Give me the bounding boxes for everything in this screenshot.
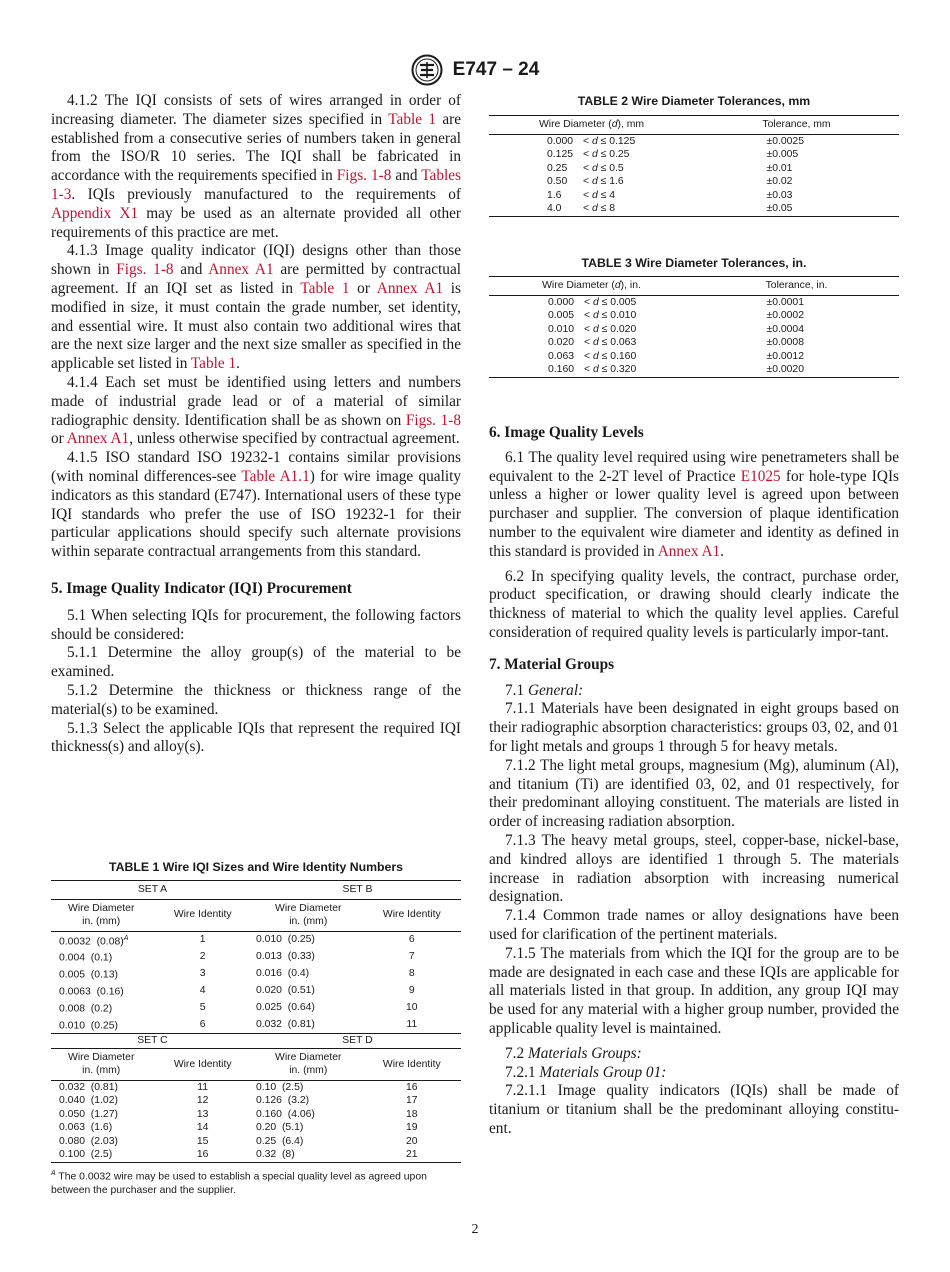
paragraph-6-1: 6.1 The quality level required using wire penetrameters shall be equivalent to the 2-2T level of Practice E1025 for hole-type IQIs unless a higher or lower quality level is agreed upon between purchaser and supplier. The conversion of plaque identification number to the equivalent wire diameter and identity as defined in this standard is provided in Annex A1.: [489, 448, 899, 560]
paragraph-7-1-4: 7.1.4 Common trade names or alloy designations have been used for clarification of the pertinent materials.: [489, 907, 899, 943]
table-2-title: TABLE 2 Wire Diameter Tolerances, mm: [577, 94, 811, 108]
paragraph-4-1-5: 4.1.5 ISO standard ISO 19232-1 contains similar provisions (with nominal differences-see Table A1.1) for wire image quality indicators as this standard (E747). International users of these type IQI standards who prefer the use of ISO 19232-1 for their particular applications should specify such alternate provisions within separate contractual arrangements from this standard.: [51, 449, 461, 561]
table-1-col-header-ab: Wire Diameter in. (mm) Wire Identity Wire Diameter in. (mm) Wire Identity: [51, 899, 461, 931]
table-row: 0.040 (1.02) 12 0.126 (3.2) 17: [59, 1095, 418, 1107]
table-2: [489, 115, 899, 217]
table-row: 0.125 < d ≤ 0.25 ±0.005: [547, 149, 799, 160]
link-annex-a1[interactable]: Annex A1: [66, 430, 130, 448]
table-row: 0.004 (0.1) 2 0.013 (0.33) 7: [59, 951, 415, 964]
table-row: 1.6 < d ≤ 4 ±0.03: [547, 189, 793, 201]
table-3-block: [489, 256, 899, 378]
astm-logo-icon: [411, 54, 443, 86]
table-row: 4.0 < d ≤ 8 ±0.05: [547, 203, 793, 214]
table-row: 0.160 < d ≤ 0.320 ±0.0020: [548, 364, 804, 375]
table-row: 0.063 < d ≤ 0.160 ±0.0012: [548, 350, 804, 362]
table-1-footnote: $^A$ The 0.0032 wire may be used to establish a special quality level as agreed upon between the purchaser and the supplier.: [51, 1169, 427, 1197]
table-row: 0.020 < d ≤ 0.063 ±0.0008: [548, 337, 804, 348]
table-row: 0.005 (0.13) 3 0.016 (0.4) 8: [59, 968, 415, 981]
paragraph-5-1-2: 5.1.2 Determine the thickness or thickness range of the material(s) to be examined.: [51, 681, 461, 718]
paragraph-5-1-3: 5.1.3 Select the applicable IQIs that represent the required IQI thickness(s) and alloy(s).: [51, 719, 462, 756]
table-row: 0.0032 $(0.08)^A$ 1 0.010 (0.25) 6: [59, 934, 415, 947]
table-row: 0.010 (0.25) 6 0.032 (0.81) 11: [59, 1019, 418, 1032]
link-annex-a1[interactable]: Annex A1: [376, 279, 444, 297]
section-5-heading: 5. Image Quality Indicator (IQI) Procurement: [51, 579, 352, 597]
table-row: 0.080 (2.03) 15 0.25 (6.4) 20: [59, 1135, 418, 1147]
table-1-set-header-cd: [51, 1034, 461, 1049]
table-row: 0.000 < d ≤ 0.125 ±0.0025: [547, 135, 804, 147]
link-figs-1-8[interactable]: Figs. 1-8: [405, 411, 462, 429]
table-row: 0.100 (2.5) 16 0.32 (8) 21: [59, 1149, 418, 1161]
table-3: [489, 276, 899, 378]
link-appendix-x1[interactable]: Appendix X1: [51, 204, 139, 222]
paragraph-7-1: 7.1 General:: [505, 681, 584, 699]
link-table-1[interactable]: Table 1: [388, 110, 436, 128]
link-e1025[interactable]: E1025: [740, 467, 781, 485]
set-a-label: SET A: [51, 881, 254, 900]
page-header: [0, 54, 950, 86]
table-1-set-header-ab: [51, 881, 461, 900]
paragraph-7-1-1: 7.1.1 Materials have been designated in eight groups based on their radiographic absorption characteristics: groups 03, 02, and 01 for light metals and groups 1 through 5 for heavy metals.: [489, 700, 899, 755]
paragraph-7-2-1: 7.2.1 Materials Group 01:: [505, 1063, 667, 1081]
link-table-a1-1[interactable]: Table A1.1: [241, 467, 310, 485]
paragraph-4-1-2: 4.1.2 The IQI consists of sets of wires arranged in order of increasing diameter. The diameter sizes specified in Table 1 are established from a consecutive series of numbers taken in general from the ISO/R 10 series. The IQI shall be fabricated in accordance with the requirements specified in Figs. 1-8 and Tables 1-3. IQIs previously manufactured to the requirements of Appendix X1 may be used as an alternate provided all other requirements of this practice are met.: [51, 92, 461, 241]
table-row: 0.050 (1.27) 13 0.160 (4.06) 18: [59, 1108, 418, 1120]
link-figs-1-8[interactable]: Figs. 1-8: [116, 261, 174, 279]
paragraph-7-1-2: 7.1.2 The light metal groups, magnesium (Mg), aluminum (Al), and titanium (Ti) are identified 03, 02, and 01 respectively, for their predominant alloying constituent. The materials are listed in order of increasing radiation absorption.: [489, 756, 899, 831]
link-annex-a1[interactable]: Annex A1: [208, 261, 274, 279]
table-row: 0.0063 (0.16) 4 0.020 (0.51) 9: [59, 985, 415, 998]
set-c-label: SET C: [51, 1034, 254, 1049]
table-1: [51, 880, 461, 1163]
table-row: 0.000 < d ≤ 0.005 ±0.0001: [548, 296, 804, 308]
table-1-title: TABLE 1 Wire IQI Sizes and Wire Identity Numbers: [108, 860, 404, 874]
section-7-heading: 7. Material Groups: [489, 655, 615, 673]
page-number: 2: [471, 1222, 479, 1237]
table-3-header: Wire Diameter (d), in. Tolerance, in.: [489, 277, 899, 296]
table-row: 0.010 < d ≤ 0.020 ±0.0004: [548, 323, 804, 335]
link-table-1[interactable]: Table 1: [300, 279, 350, 297]
paragraph-4-1-3: 4.1.3 Image quality indicator (IQI) designs other than those shown in Figs. 1-8 and Annex A1 are permitted by contractual agreement. If an IQI set as listed in Table 1 or Annex A1 is modified in size, it must contain the grade number, set identity, and essential wire. It must also contain two additional wires that are the next size larger and the next size smaller as specified in the applicable set listed in Table 1.: [51, 242, 461, 373]
link-annex-a1[interactable]: Annex A1: [657, 542, 721, 560]
paragraph-4-1-4: 4.1.4 Each set must be identified using letters and numbers made of industrial grade lead or of a material of similar radiographic density. Identification shall be as shown on Figs. 1-8 or Annex A1, unless otherwise specified by contractual agreement.: [51, 373, 462, 448]
right-column: [489, 424, 899, 1139]
table-row: 0.063 (1.6) 14 0.20 (5.1) 19: [59, 1122, 418, 1134]
table-2-header: Wire Diameter (d), mm Tolerance, mm: [489, 116, 899, 135]
set-d-label: SET D: [254, 1034, 461, 1049]
link-tables-1-3[interactable]: Tables 1-3: [51, 167, 461, 203]
paragraph-7-1-3: 7.1.3 The heavy metal groups, steel, copper-base, nickel-base, and kindred alloys are identified 1 through 5. The materials increase in radiation absorption with increasing numerical designation.: [489, 831, 900, 906]
left-column: [51, 92, 461, 757]
table-1-col-header-cd: Wire Diameter in. (mm) Wire Identity Wire Diameter in. (mm) Wire Identity: [51, 1048, 461, 1080]
paragraph-5-1-1: 5.1.1 Determine the alloy group(s) of the material to be examined.: [51, 644, 461, 681]
table-2-block: [489, 94, 899, 217]
table-row: 0.25 < d ≤ 0.5 ±0.01: [547, 162, 793, 174]
table-row: 0.008 (0.2) 5 0.025 (0.64) 10: [59, 1002, 418, 1015]
table-row: 0.032 (0.81) 11 0.10 (2.5) 16: [59, 1081, 418, 1093]
section-6-heading: 6. Image Quality Levels: [489, 424, 644, 441]
set-b-label: SET B: [254, 881, 461, 900]
standard-designation: E747 – 24: [452, 59, 540, 80]
table-3-title: TABLE 3 Wire Diameter Tolerances, in.: [581, 256, 807, 270]
paragraph-7-1-5: 7.1.5 The materials from which the IQI for the group are to be made are designated in each case and these IQIs are applicable for all materials listed in that group. In addition, any group IQI may be used for any material with a higher group number, provided the applicable quality level is maintained.: [489, 944, 899, 1037]
paragraph-7-2: 7.2 Materials Groups:: [505, 1044, 642, 1062]
link-figs-1-8[interactable]: Figs. 1-8: [336, 167, 392, 185]
link-table-1[interactable]: Table 1: [190, 355, 237, 373]
table-1-block: [51, 860, 461, 1198]
paragraph-5-1: 5.1 When selecting IQIs for procurement, the following factors should be considered:: [51, 606, 461, 643]
paragraph-6-2: 6.2 In specifying quality levels, the contract, purchase order, product specification, or drawing should clearly indicate the thickness of material to which the quality level applies. Careful consideration of required quality levels is particularly impor-tant.: [489, 567, 900, 641]
paragraph-7-2-1-1: 7.2.1.1 Image quality indicators (IQIs) shall be made of titanium or titanium shall be the predominant alloying constitu-ent.: [489, 1082, 899, 1137]
table-row: 0.005 < d ≤ 0.010 ±0.0002: [548, 310, 804, 321]
table-row: 0.50 < d ≤ 1.6 ±0.02: [547, 176, 793, 187]
